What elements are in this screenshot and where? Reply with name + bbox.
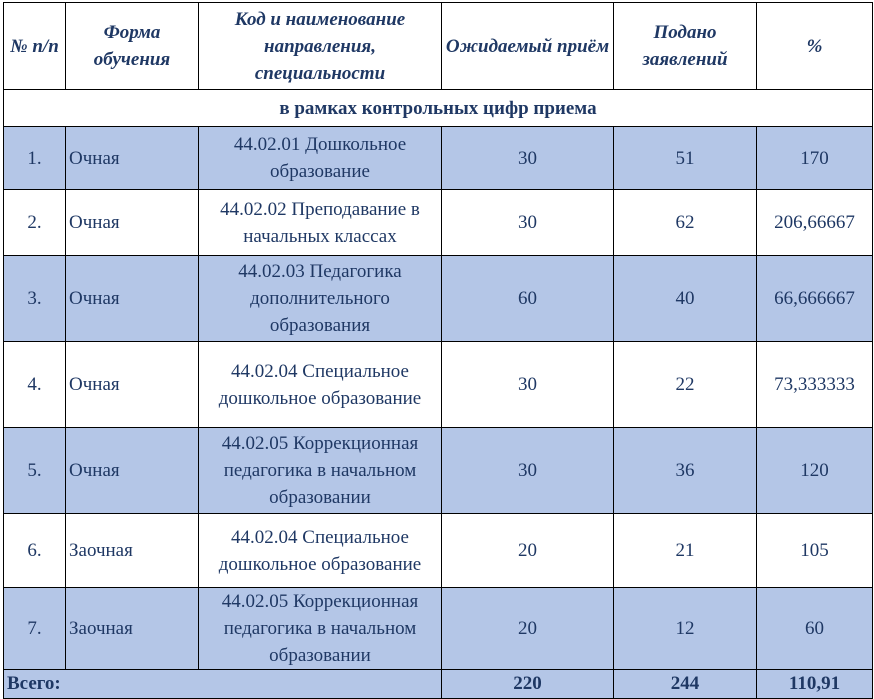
row-num: 5. — [4, 428, 66, 514]
total-submitted: 244 — [614, 670, 757, 699]
header-percent: % — [757, 3, 873, 90]
row-expected: 30 — [442, 127, 614, 190]
section-title: в рамках контрольных цифр приема — [4, 90, 873, 127]
table-row — [4, 342, 873, 428]
header-submitted: Подано заявлений — [614, 3, 757, 90]
row-expected: 30 — [442, 190, 614, 256]
section-row — [4, 90, 873, 127]
row-submitted: 62 — [614, 190, 757, 256]
row-specialty: 44.02.01 Дошкольное образование — [199, 127, 442, 190]
table-row — [4, 428, 873, 514]
row-percent: 170 — [757, 127, 873, 190]
row-submitted: 12 — [614, 588, 757, 670]
row-specialty: 44.02.04 Специальное дошкольное образование — [199, 342, 442, 428]
admissions-table — [3, 2, 873, 699]
row-expected: 20 — [442, 588, 614, 670]
row-form: Очная — [66, 256, 199, 342]
row-expected: 60 — [442, 256, 614, 342]
total-expected: 220 — [442, 670, 614, 699]
row-expected: 20 — [442, 514, 614, 588]
header-expected: Ожидаемый приём — [442, 3, 614, 90]
row-percent: 105 — [757, 514, 873, 588]
row-num: 6. — [4, 514, 66, 588]
row-num: 4. — [4, 342, 66, 428]
row-submitted: 40 — [614, 256, 757, 342]
row-submitted: 21 — [614, 514, 757, 588]
row-form: Очная — [66, 342, 199, 428]
header-row — [4, 3, 873, 90]
header-specialty: Код и наименование направления, специальности — [199, 3, 442, 90]
row-submitted: 36 — [614, 428, 757, 514]
row-form: Очная — [66, 127, 199, 190]
row-submitted: 51 — [614, 127, 757, 190]
header-num: № п/п — [4, 3, 66, 90]
row-num: 7. — [4, 588, 66, 670]
row-percent: 66,666667 — [757, 256, 873, 342]
row-specialty: 44.02.03 Педагогика дополнительного образования — [199, 256, 442, 342]
total-label: Всего: — [4, 670, 442, 699]
row-expected: 30 — [442, 428, 614, 514]
table-row — [4, 256, 873, 342]
row-num: 2. — [4, 190, 66, 256]
table-row — [4, 514, 873, 588]
row-form: Очная — [66, 190, 199, 256]
row-form: Заочная — [66, 588, 199, 670]
row-submitted: 22 — [614, 342, 757, 428]
row-percent: 120 — [757, 428, 873, 514]
row-form: Заочная — [66, 514, 199, 588]
row-num: 3. — [4, 256, 66, 342]
row-percent: 73,333333 — [757, 342, 873, 428]
header-form: Форма обучения — [66, 3, 199, 90]
total-row — [4, 670, 873, 699]
row-specialty: 44.02.05 Коррекционная педагогика в начальном образовании — [199, 428, 442, 514]
row-specialty: 44.02.04 Специальное дошкольное образование — [199, 514, 442, 588]
row-form: Очная — [66, 428, 199, 514]
row-percent: 60 — [757, 588, 873, 670]
row-specialty: 44.02.02 Преподавание в начальных классах — [199, 190, 442, 256]
table-row — [4, 588, 873, 670]
table-row — [4, 127, 873, 190]
row-percent: 206,66667 — [757, 190, 873, 256]
total-percent: 110,91 — [757, 670, 873, 699]
row-specialty: 44.02.05 Коррекционная педагогика в начальном образовании — [199, 588, 442, 670]
row-expected: 30 — [442, 342, 614, 428]
table-row — [4, 190, 873, 256]
row-num: 1. — [4, 127, 66, 190]
